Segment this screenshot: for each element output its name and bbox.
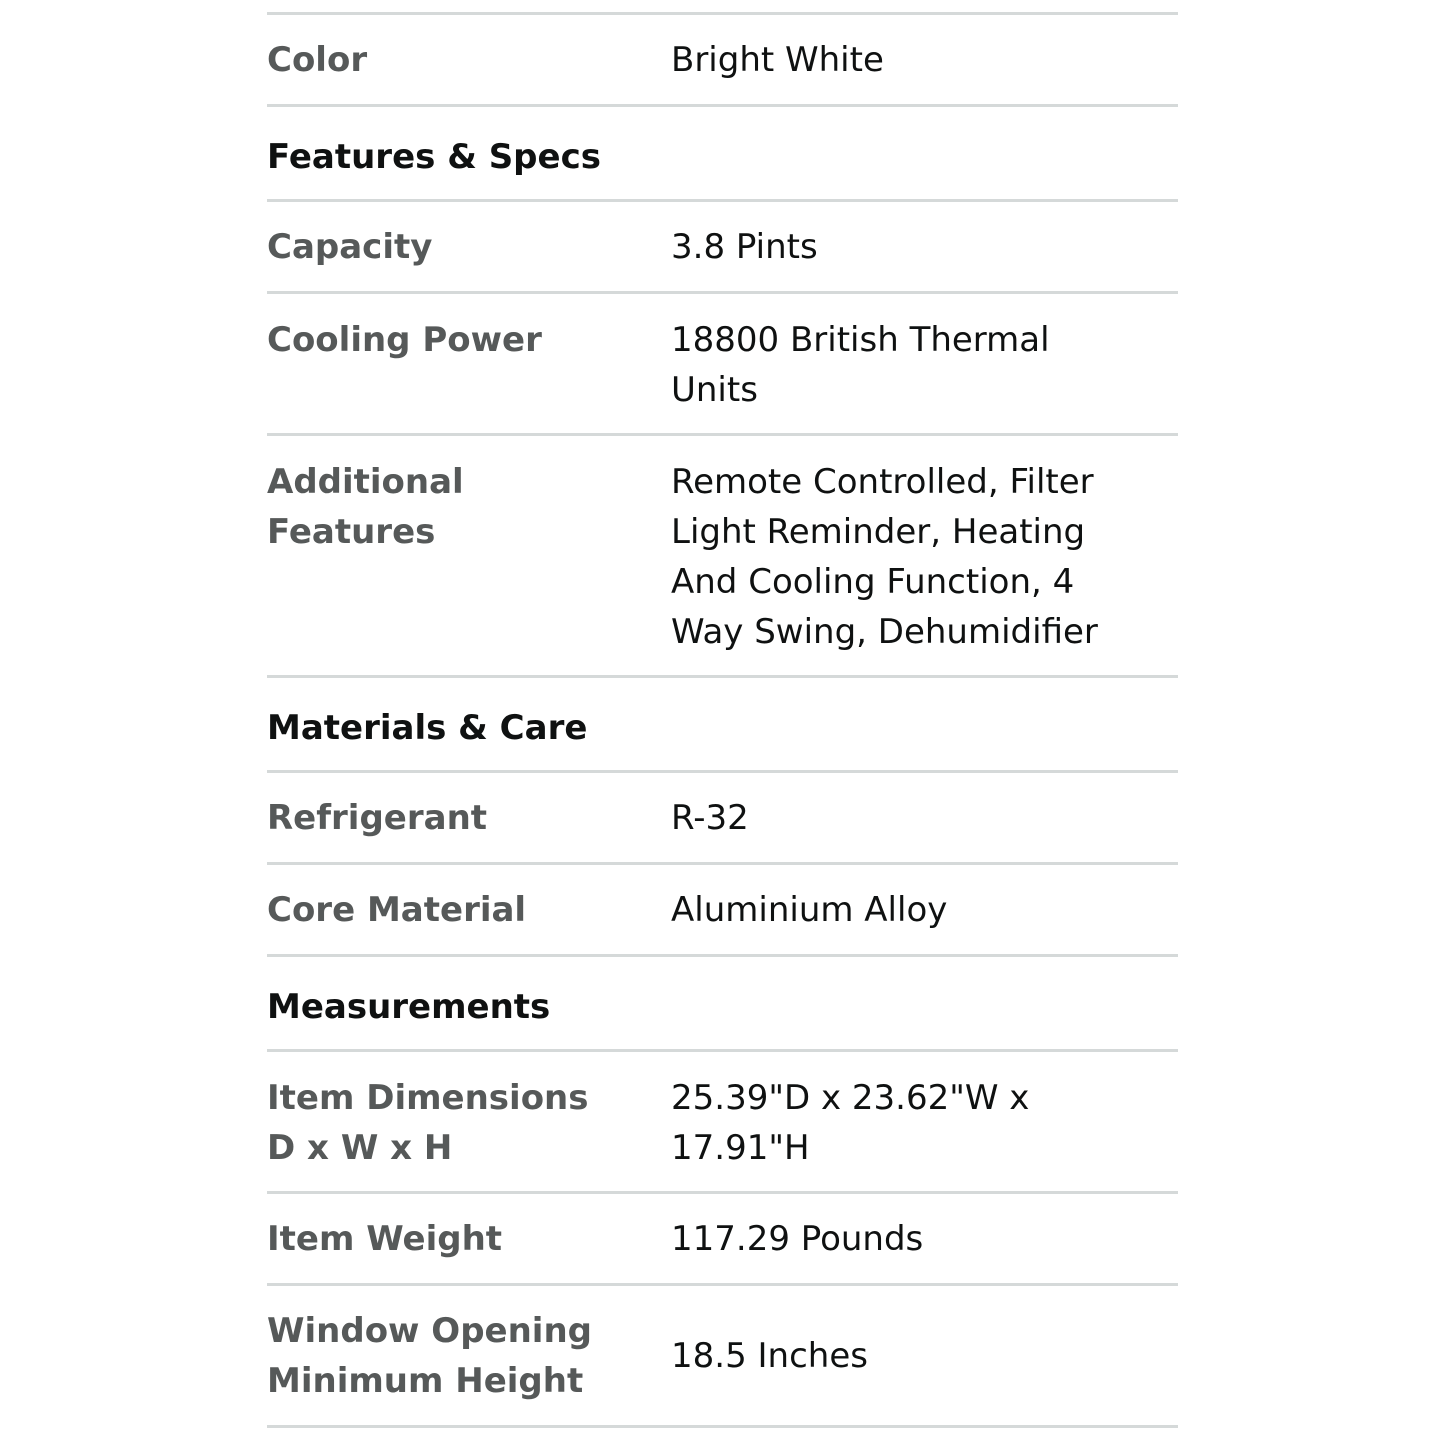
spec-row-capacity <box>267 202 1178 294</box>
section-title: Measurements <box>267 987 551 1027</box>
section-header-materials-care <box>267 678 1178 773</box>
spec-value: 18.5 Inches <box>671 1335 868 1376</box>
spec-value: Aluminium Alloy <box>671 889 948 930</box>
spec-label: Cooling Power <box>267 320 542 360</box>
spec-value: 25.39"D x 23.62"W x 17.91"H <box>671 1078 1030 1168</box>
spec-value: Remote Controlled, Filter Light Reminder, Heating And Cooling Function, 4 Way Swing, Dehumidifier <box>671 462 1098 652</box>
spec-row-core-material <box>267 865 1178 957</box>
spec-row-refrigerant <box>267 773 1178 865</box>
spec-value: 18800 British Thermal Units <box>671 320 1050 410</box>
spec-value: R-32 <box>671 797 749 838</box>
spec-row-item-weight <box>267 1194 1178 1286</box>
product-spec-table <box>267 12 1178 1428</box>
spec-row-item-dimensions <box>267 1052 1178 1194</box>
spec-label: Window Opening Minimum Height <box>267 1310 593 1401</box>
spec-label: Item Weight <box>267 1218 503 1259</box>
spec-label: Capacity <box>267 226 433 267</box>
spec-label: Core Material <box>267 889 527 930</box>
spec-row-cooling-power <box>267 294 1178 436</box>
spec-row-window-opening <box>267 1286 1178 1428</box>
section-title: Features & Specs <box>267 137 601 177</box>
spec-label: Additional Features <box>267 462 464 552</box>
spec-value: 3.8 Pints <box>671 226 818 267</box>
spec-label: Refrigerant <box>267 797 488 838</box>
section-title: Materials & Care <box>267 708 588 748</box>
spec-row-color <box>267 15 1178 107</box>
spec-row-additional-features <box>267 436 1178 678</box>
spec-value: Bright White <box>671 39 884 80</box>
spec-label: Color <box>267 39 368 80</box>
section-header-features-specs <box>267 107 1178 202</box>
section-header-measurements <box>267 957 1178 1052</box>
spec-value: 117.29 Pounds <box>671 1218 924 1259</box>
spec-label: Item Dimensions D x W x H <box>267 1078 589 1168</box>
